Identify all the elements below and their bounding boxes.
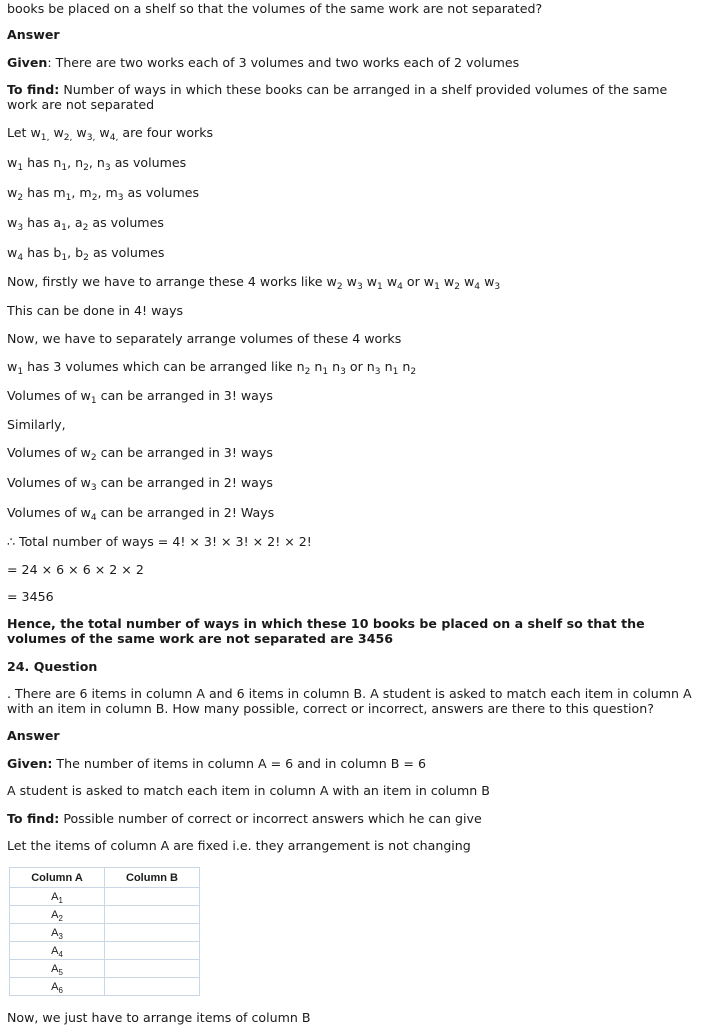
answer-heading: Answer — [7, 27, 60, 42]
column-b-cell — [105, 978, 200, 996]
to-find-label: To find: — [7, 82, 60, 97]
column-b-header: Column B — [105, 868, 200, 888]
column-b-cell — [105, 906, 200, 924]
w1-three-volumes-line: $w_1$ has 3 volumes which can be arranged like $n_2$ $n_1$ $n_3$ or $n_3$ $n_1$ $n_2$ — [7, 359, 417, 378]
given-24-text: The number of items in column A = 6 and in column B = 6 — [52, 756, 426, 771]
let-items-line: Let the items of column A are fixed i.e. they arrangement is not changing — [7, 838, 471, 853]
table-row — [10, 888, 200, 906]
column-a-cell: $A_3$ — [10, 924, 105, 942]
let-works-line: Let $w_{1,}$ $w_{2,}$ $w_{3,}$ $w_{4,}$ are four works — [7, 125, 214, 144]
column-b-cell — [105, 942, 200, 960]
question-24-text: . There are 6 items in column A and 6 items in column B. A student is asked to match each item in column A with an item in column B. How many possible, correct or incorrect, answers are there to this question? — [7, 686, 692, 716]
table-row — [10, 978, 200, 996]
answer-24-heading: Answer — [7, 728, 60, 743]
asked-line: A student is asked to match each item in column A with an item in column B — [7, 783, 490, 798]
column-a-cell: $A_4$ — [10, 942, 105, 960]
to-find-text: Number of ways in which these books can be arranged in a shelf provided volumes of the same work are not separated — [7, 82, 668, 112]
result-line: = 3456 — [7, 589, 54, 604]
total-ways-line: ∴ Total number of ways = 4! × 3! × 3! × 2! × 2! — [7, 534, 312, 549]
separately-line: Now, we have to separately arrange volumes of these 4 works — [7, 331, 402, 346]
done-ways-line: This can be done in 4! ways — [7, 303, 184, 318]
w1-volumes-line: $w_1$ has $n_1$, $n_2$, $n_3$ as volumes — [7, 155, 187, 174]
vol-w2-line: Volumes of $w_2$ can be arranged in 3! ways — [7, 445, 273, 464]
column-b-cell — [105, 924, 200, 942]
hence-conclusion: Hence, the total number of ways in which these 10 books be placed on a shelf so that the volumes of the same work are not separated are 3456 — [7, 616, 645, 646]
vol-w3-line: Volumes of $w_3$ can be arranged in 2! ways — [7, 475, 273, 494]
given-24-line — [7, 756, 426, 771]
w2-volumes-line: $w_2$ has $m_1$, $m_2$, $m_3$ as volumes — [7, 185, 200, 204]
table-row — [10, 960, 200, 978]
question-23-tail: books be placed on a shelf so that the volumes of the same work are not separated? — [7, 1, 543, 16]
column-a-cell: $A_2$ — [10, 906, 105, 924]
vol-w1-line: Volumes of $w_1$ can be arranged in 3! ways — [7, 388, 273, 407]
table-header-row — [10, 868, 200, 888]
given-text: : There are two works each of 3 volumes and two works each of 2 volumes — [47, 55, 520, 70]
table-row — [10, 906, 200, 924]
to-find-24-text: Possible number of correct or incorrect answers which he can give — [59, 811, 482, 826]
column-b-cell — [105, 960, 200, 978]
given-line — [7, 55, 519, 70]
vol-w4-line: Volumes of $w_4$ can be arranged in 2! Ways — [7, 505, 275, 524]
table-row — [10, 924, 200, 942]
similarly-line: Similarly, — [7, 417, 66, 432]
to-find-line — [7, 82, 695, 112]
column-a-cell: $A_1$ — [10, 888, 105, 906]
to-find-24-label: To find: — [7, 811, 60, 826]
to-find-24-line — [7, 811, 482, 826]
now-arrange-line: Now, we just have to arrange items of column B — [7, 1010, 311, 1025]
column-a-cell: $A_5$ — [10, 960, 105, 978]
column-a-header: Column A — [10, 868, 105, 888]
w3-volumes-line: $w_3$ has $a_1$, $a_2$ as volumes — [7, 215, 164, 234]
question-24-heading: 24. Question — [7, 659, 98, 674]
column-a-cell: $A_6$ — [10, 978, 105, 996]
columns-table — [9, 867, 200, 996]
arrange-works-line: Now, firstly we have to arrange these 4 works like $w_2$ $w_3$ $w_1$ $w_4$ or $w_1$ $w_2$ $w_4$ $w_3$ — [7, 274, 501, 293]
w4-volumes-line: $w_4$ has $b_1$, $b_2$ as volumes — [7, 245, 165, 264]
table-row — [10, 942, 200, 960]
given-label: Given — [7, 55, 48, 70]
column-b-cell — [105, 888, 200, 906]
calc-line: = 24 × 6 × 6 × 2 × 2 — [7, 562, 144, 577]
given-24-label: Given: — [7, 756, 53, 771]
